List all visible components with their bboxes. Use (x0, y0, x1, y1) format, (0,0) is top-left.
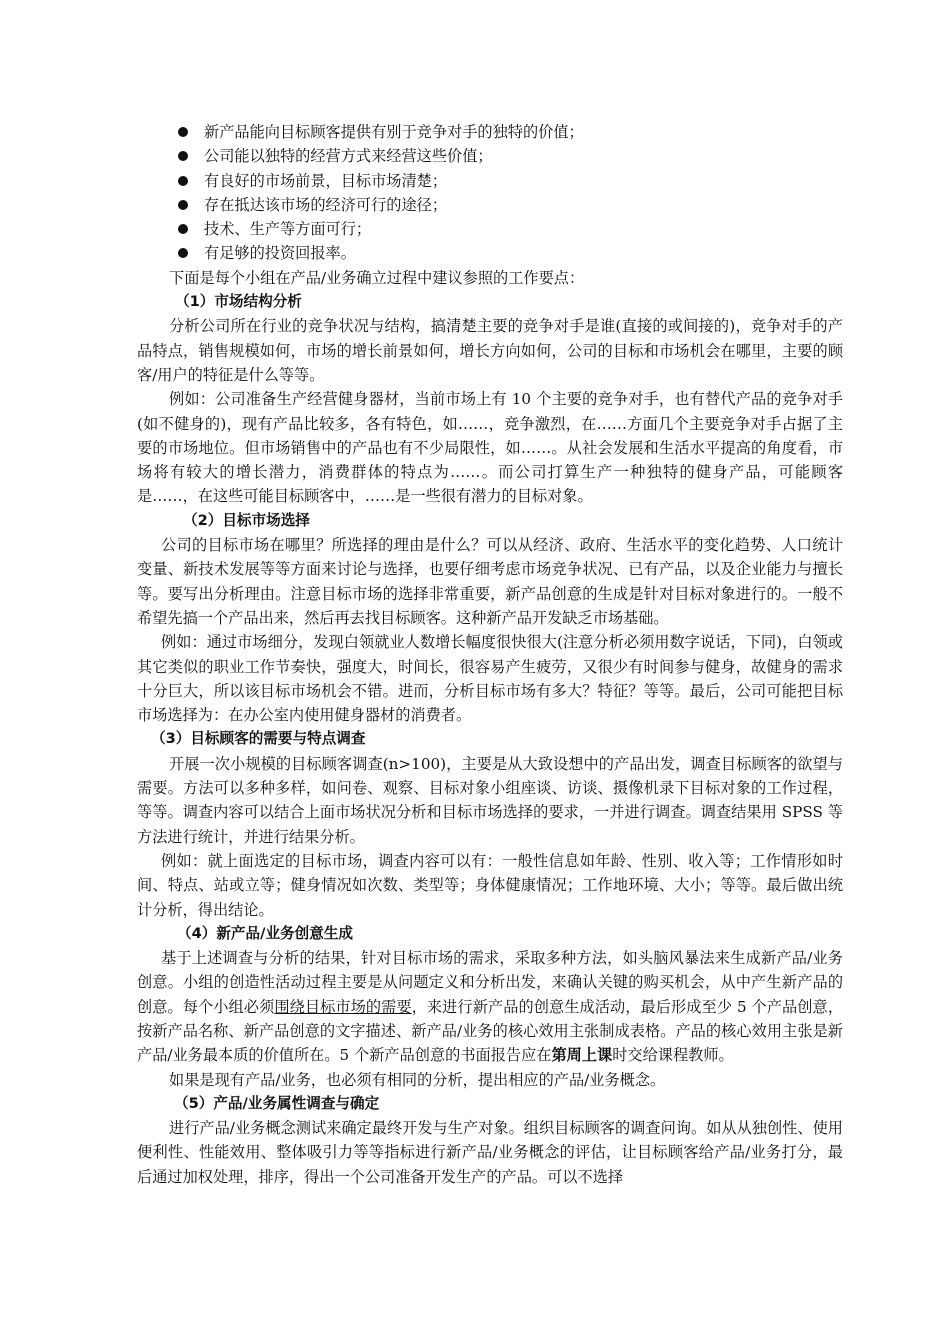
bullet-text: 有足够的投资回报率。 (204, 244, 356, 263)
bold-text: 第周上课 (551, 1046, 613, 1065)
section-paragraph: 分析公司所在行业的竞争状况与结构，搞清楚主要的竞争对手是谁(直接的或间接的)，竞争对手的产品特点，销售规模如何，市场的增长前景如何，增长方向如何，公司的目标和市场机会在哪里，主要的顾客/用户的特征是什么等等。 (137, 317, 843, 384)
bullet-item (137, 169, 843, 193)
section-example-paragraph: 例如：公司准备生产经营健身器材，当前市场上有 10 个主要的竞争对手，也有替代产品的竞争对手(如不健身的)，现有产品比较多，各有特色，如……，竞争激烈，在……方面几个主要竞争对手占据了主要的市场地位。但市场销售中的产品也有不少局限性，如……。从社会发展和生活水平提高的角度看，市场将有较大的增长潜力，消费群体的特点为……。而公司打算生产一种独特的健身产品，可能顾客是……，在这些可能目标顾客中，……是一些很有潜力的目标对象。 (137, 390, 843, 506)
bullet-item (137, 144, 843, 168)
section-heading-target-market: （2）目标市场选择 (183, 511, 310, 529)
underlined-text: 围绕目标市场的需要 (274, 997, 412, 1016)
section-paragraph: 如果是现有产品/业务，也必须有相同的分析，提出相应的产品/业务概念。 (169, 1070, 666, 1089)
bullet-dot-icon (178, 151, 188, 161)
section-paragraph: 开展一次小规模的目标顾客调查(n>100)，主要是从大致设想中的产品出发，调查目标顾客的欲望与需要。方法可以多种多样，如问卷、观察、目标对象小组座谈、访谈、摄像机录下目标对象的工作过程，等等。调查内容可以结合上面市场状况分析和目标市场选择的要求，一并进行调查。调查结果用 SPSS 等方法进行统计，并进行结果分析。 (137, 754, 843, 846)
section-paragraph: 公司的目标市场在哪里？所选择的理由是什么？可以从经济、政府、生活水平的变化趋势、人口统计变量、新技术发展等等方面来讨论与选择，也要仔细考虑市场竞争状况、已有产品，以及企业能力与擅长等。要写出分析理由。注意目标市场的选择非常重要，新产品创意的生成是针对目标对象进行的。一般不希望先搞一个产品出来，然后再去找目标顾客。这种新产品开发缺乏市场基础。 (137, 536, 843, 627)
bullet-text: 有良好的市场前景，目标市场清楚； (204, 171, 447, 190)
bullet-item (137, 217, 843, 241)
paragraph-text: 基于上述调查与分析的结果，针对目标市场的需求，采取多种方法，如头脑风暴法来生成新产品/业务创意。小组的创造性活动过程主要是从问题定义和分析出发，来确认关键的购买机会，从中产生新产品的创意。每个小组必须 (137, 949, 843, 1016)
section-example-paragraph: 例如：就上面选定的目标市场，调查内容可以有：一般性信息如年龄、性别、收入等；工作情形如时间、特点、站或立等；健身情况如次数、类型等；身体健康情况；工作地环境、大小；等等。最后做出统计分析，得出结论。 (137, 851, 843, 919)
document-page (137, 120, 843, 1189)
paragraph-text: 时交给课程教师。 (612, 1046, 734, 1065)
bullet-text: 技术、生产等方面可行； (204, 220, 372, 239)
bullet-item (137, 193, 843, 217)
bullet-dot-icon (178, 176, 188, 186)
section-heading-idea-generation: （4）新产品/业务创意生成 (177, 924, 354, 942)
intro-paragraph: 下面是每个小组在产品/业务确立过程中建议参照的工作要点： (169, 268, 585, 287)
bullet-text: 新产品能向目标顾客提供有别于竞争对手的独特的价值； (204, 123, 584, 141)
paragraph-text: ，来进行新产品的创意生成活动，最后形成至少 5 个产品创意，按新产品名称、新产品创意的文字描述、新产品/业务的核心效用主张制成表格。产品的核心效用主张是新产品/业务最本质的价值所在。5 个新产品创意的书面报告应在 (137, 997, 844, 1065)
bullet-dot-icon (178, 200, 188, 210)
section-paragraph: 进行产品/业务概念测试来确定最终开发与生产对象。组织目标顾客的调查问询。如从从独创性、使用便利性、性能效用、整体吸引力等等指标进行新产品/业务概念的评估，让目标顾客给产品/业务打分，最后通过加权处理，排序，得出一个公司准备开发生产的产品。可以不选择 (137, 1119, 843, 1186)
section-heading-market-structure: （1）市场结构分析 (175, 293, 302, 311)
bullet-text: 存在抵达该市场的经济可行的途径； (204, 195, 447, 214)
section-heading-attribute-survey: （5）产品/业务属性调查与确定 (174, 1094, 380, 1112)
bullet-item (137, 120, 843, 144)
section-example-paragraph: 例如：通过市场细分，发现白领就业人数增长幅度很快很大(注意分析必须用数字说话，下同)，白领或其它类似的职业工作节奏快，强度大，时间长，很容易产生疲劳，又很少有时间参与健身，故健身的需求十分巨大，所以该目标市场机会不错。进而，分析目标市场有多大？特征？等等。最后，公司可能把目标市场选择为：在办公室内使用健身器材的消费者。 (137, 633, 843, 725)
bullet-text: 公司能以独特的经营方式来经营这些价值； (204, 147, 493, 166)
bullet-dot-icon (178, 127, 188, 137)
section-paragraph (137, 946, 843, 1067)
bullet-dot-icon (178, 224, 188, 234)
bullet-item (137, 241, 843, 265)
section-heading-customer-needs: （3）目标顾客的需要与特点调查 (151, 730, 366, 748)
bullet-dot-icon (178, 248, 188, 258)
